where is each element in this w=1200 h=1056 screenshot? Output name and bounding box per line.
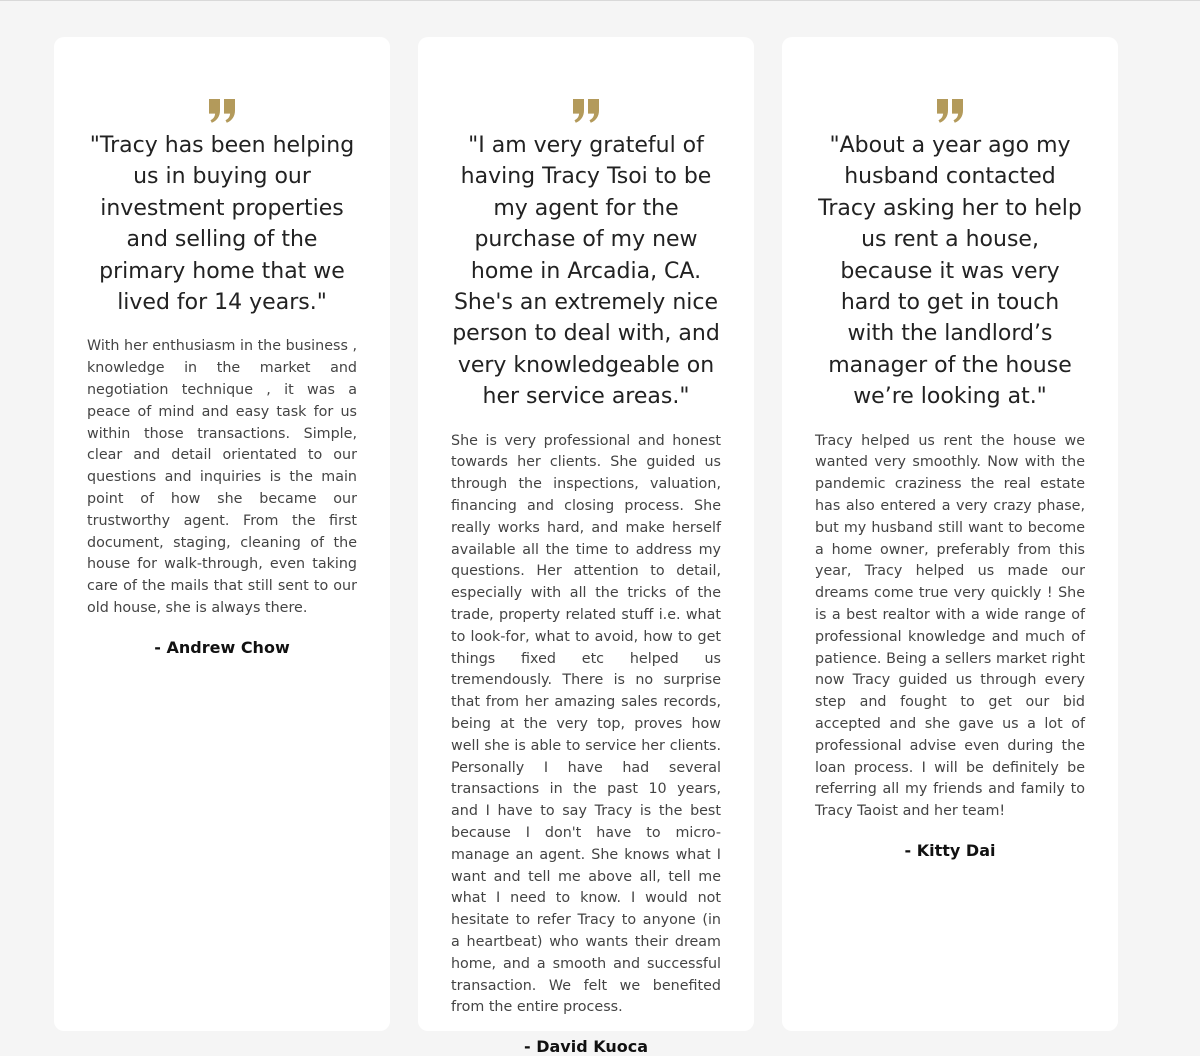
testimonial-body: With her enthusiasm in the business , knowledge in the market and negotiation technique , it was a peace of mind and easy task for us within those transactions. Simple, clear and detail orientated to our questions and inquiries is the main point of how she became our trustworthy agent. From the first document, staging, cleaning of the house for walk-through, even taking care of the mails that still sent to our old house, she is always there. xyxy=(87,338,357,616)
testimonial-card xyxy=(418,37,754,1056)
testimonial-card xyxy=(782,37,1118,1031)
quote-icon xyxy=(451,99,721,125)
quote-icon xyxy=(815,99,1085,125)
testimonial-author: - David Kuoca xyxy=(523,1037,648,1056)
testimonial-body: She is very professional and honest towards her clients. She guided us through the inspections, valuation, financing and closing process. She really works hard, and make herself available all the time to address my questions. Her attention to detail, especially with all the tricks of the trade, property related stuff i.e. what to look-for, what to avoid, how to get things fixed etc helped us tremendously. There is no surprise that from her amazing sales records, being at the very top, proves how well she is able to service her clients. Personally I have had several transactions in the past 10 years, and I have to say Tracy is the best because I don't have to micro-manage an agent. She knows what I want and tell me above all, tell me what I need to know. I would not hesitate to refer Tracy to anyone (in a heartbeat) who wants their dream home, and a smooth and successful transaction. We felt we benefited from the entire process. xyxy=(451,432,721,1016)
testimonial-card xyxy=(54,37,390,1031)
quote-icon xyxy=(87,99,357,125)
testimonial-body: Tracy helped us rent the house we wanted very smoothly. Now with the pandemic craziness the real estate has also entered a very crazy phase, but my husband still want to become a home owner, preferably from this year, Tracy helped us made our dreams come true very quickly ! She is a best realtor with a wide range of professional knowledge and much of patience. Being a sellers market right now Tracy guided us through every step and fought to get our bid accepted and she gave us a lot of professional advise even during the loan process. I will be definitely be referring all my friends and family to Tracy Taoist and her team! xyxy=(815,432,1085,820)
testimonials-section xyxy=(54,37,1118,1056)
testimonial-headline: "Tracy has been helping us in buying our investment properties and selling of the primary home that we lived for 14 years." xyxy=(89,133,355,316)
testimonial-author: - Kitty Dai xyxy=(904,841,996,860)
testimonial-headline: "I am very grateful of having Tracy Tsoi to be my agent for the purchase of my new home in Arcadia, CA. She's an extremely nice person to deal with, and very knowledgeable on her service areas." xyxy=(452,133,720,410)
testimonial-author: - Andrew Chow xyxy=(154,637,290,657)
testimonial-headline: "About a year ago my husband contacted Tracy asking her to help us rent a house, because it was very hard to get in touch with the landlord’s manager of the house we’re looking at." xyxy=(818,133,1082,410)
